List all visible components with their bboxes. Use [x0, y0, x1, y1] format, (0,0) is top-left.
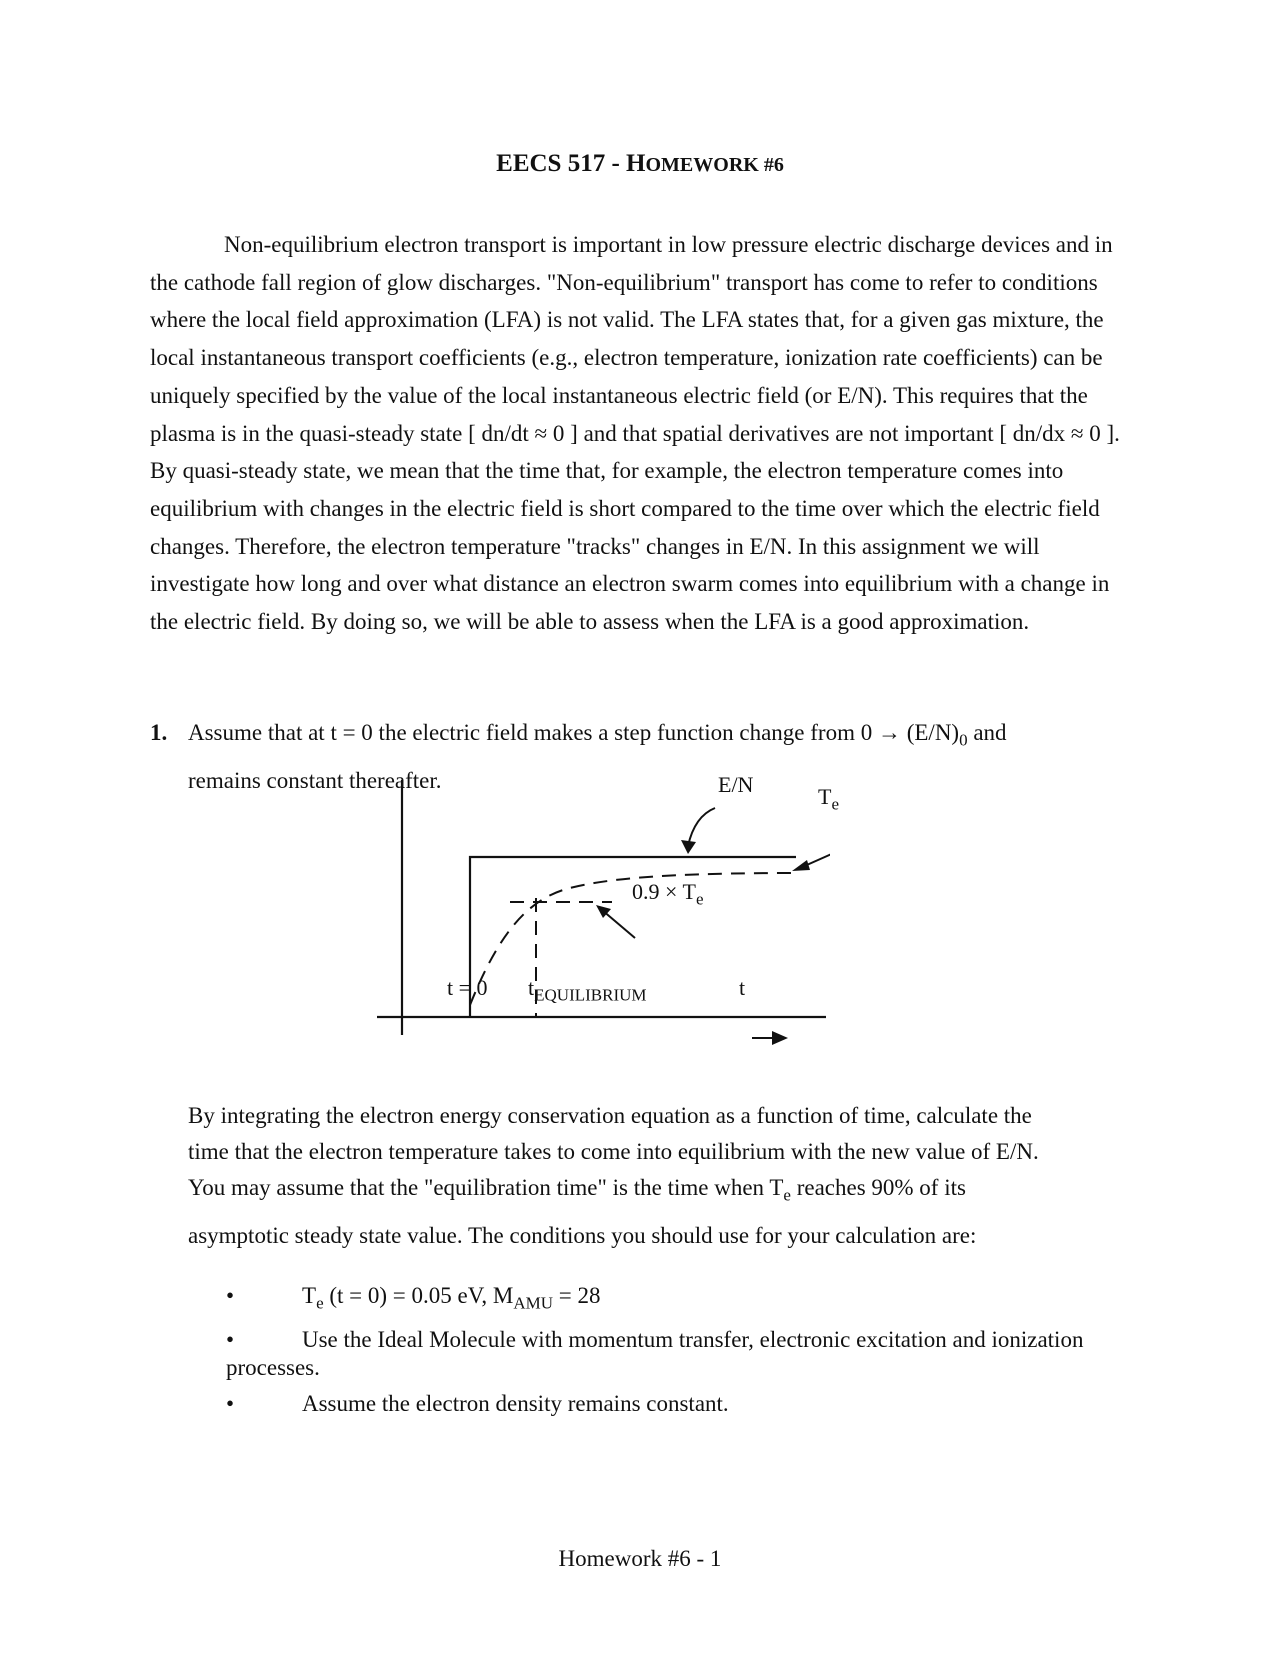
list-item	[226, 1326, 1126, 1382]
equilibrium-figure	[370, 772, 839, 1060]
question-line1: Assume that at t = 0 the electric field makes a step function change from 0 → (E/N)	[188, 720, 960, 745]
bullet-dot: •	[226, 1390, 235, 1416]
instructions-line3	[188, 1170, 1148, 1214]
bullet1-sub2: AMU	[513, 1293, 553, 1313]
figure-svg	[370, 780, 830, 1060]
label-te	[818, 784, 839, 814]
question-line1-end: and	[967, 720, 1007, 745]
label-teq-main: t	[528, 975, 535, 1000]
instructions-line3-sub: e	[783, 1185, 791, 1205]
title-suffix: OMEWORK #6	[645, 154, 784, 176]
intro-paragraph	[150, 226, 1140, 641]
bullet2-text: Use the Ideal Molecule with momentum transfer, electronic excitation and ionization processes.	[226, 1326, 1084, 1380]
question-line1-sub: 0	[959, 730, 968, 750]
bullet1-b: (t = 0) = 0.05 eV, M	[323, 1283, 514, 1308]
label-09te	[632, 879, 704, 909]
label-09te-sub: e	[695, 889, 704, 909]
label-teq-sub: EQUILIBRIUM	[534, 985, 647, 1005]
instructions-line4: asymptotic steady state value. The conditions you should use for your calculation are:	[188, 1222, 977, 1248]
label-t0: t = 0	[447, 975, 488, 1000]
bullet1-a: T	[302, 1283, 317, 1308]
t-arrowhead	[772, 1031, 788, 1045]
intro-text: Non-equilibrium electron transport is important in low pressure electric discharge devices and in the cathode fall region of glow discharges. "Non-equilibrium" transport has come to refer to conditions where the local field approximation (LFA) is not valid. The LFA states that, for a given gas mixture, the local instantaneous transport coefficients (e.g., electron temperature, ionization rate coefficients) can be uniquely specified by the value of the local instantaneous electric field (or E/N). This requires that the plasma is in the quasi-steady state [ dn/dt ≈ 0 ] and that spatial derivatives are not important [ dn/dx ≈ 0 ]. By quasi-steady state, we mean that the time that, for example, the electron temperature comes into equilibrium with changes in the electric field is short compared to the time over which the electric field changes. Therefore, the electron temperature "tracks" changes in E/N. In this assignment we will investigate how long and over what distance an electron swarm comes into equilibrium with a change in the electric field. By doing so, we will be able to assess when the LFA is a good approximation.	[150, 232, 1120, 635]
label-09te-main: 0.9 × T	[632, 879, 696, 904]
page-footer: Homework #6 - 1	[558, 1546, 722, 1571]
label-teq	[528, 975, 647, 1005]
bullet1-sub: e	[316, 1293, 324, 1313]
en-arrowhead	[681, 840, 696, 854]
question-number: 1.	[150, 720, 168, 745]
instructions-line3a: You may assume that the "equilibration time" is the time when T	[188, 1175, 784, 1200]
bullet-dot: •	[226, 1283, 235, 1308]
label-te-main: T	[818, 784, 832, 809]
list-item	[226, 1282, 1126, 1318]
list-item	[226, 1390, 1126, 1418]
label-en: E/N	[718, 772, 754, 797]
label-te-sub: e	[831, 794, 839, 814]
bullet3-text: Assume the electron density remains constant.	[302, 1390, 729, 1416]
question-line2: remains constant thereafter.	[188, 767, 442, 793]
instructions-paragraph	[188, 1098, 1148, 1254]
conditions-list	[226, 1282, 1126, 1426]
instructions-line3b: reaches 90% of its	[790, 1175, 966, 1200]
en-arrow	[688, 808, 715, 846]
instructions-line1: By integrating the electron energy conservation equation as a function of time, calculate the	[188, 1103, 1032, 1128]
bullet-dot: •	[226, 1326, 235, 1352]
label-t: t	[739, 975, 746, 1000]
bullet1-c: = 28	[553, 1283, 601, 1308]
instructions-line2: time that the electron temperature takes to come into equilibrium with the new value of E/N.	[188, 1139, 1039, 1164]
page-title	[0, 150, 1280, 178]
te-arrowhead	[792, 860, 810, 871]
title-prefix: EECS 517 - H	[496, 150, 646, 177]
te90-arrow	[602, 910, 635, 938]
